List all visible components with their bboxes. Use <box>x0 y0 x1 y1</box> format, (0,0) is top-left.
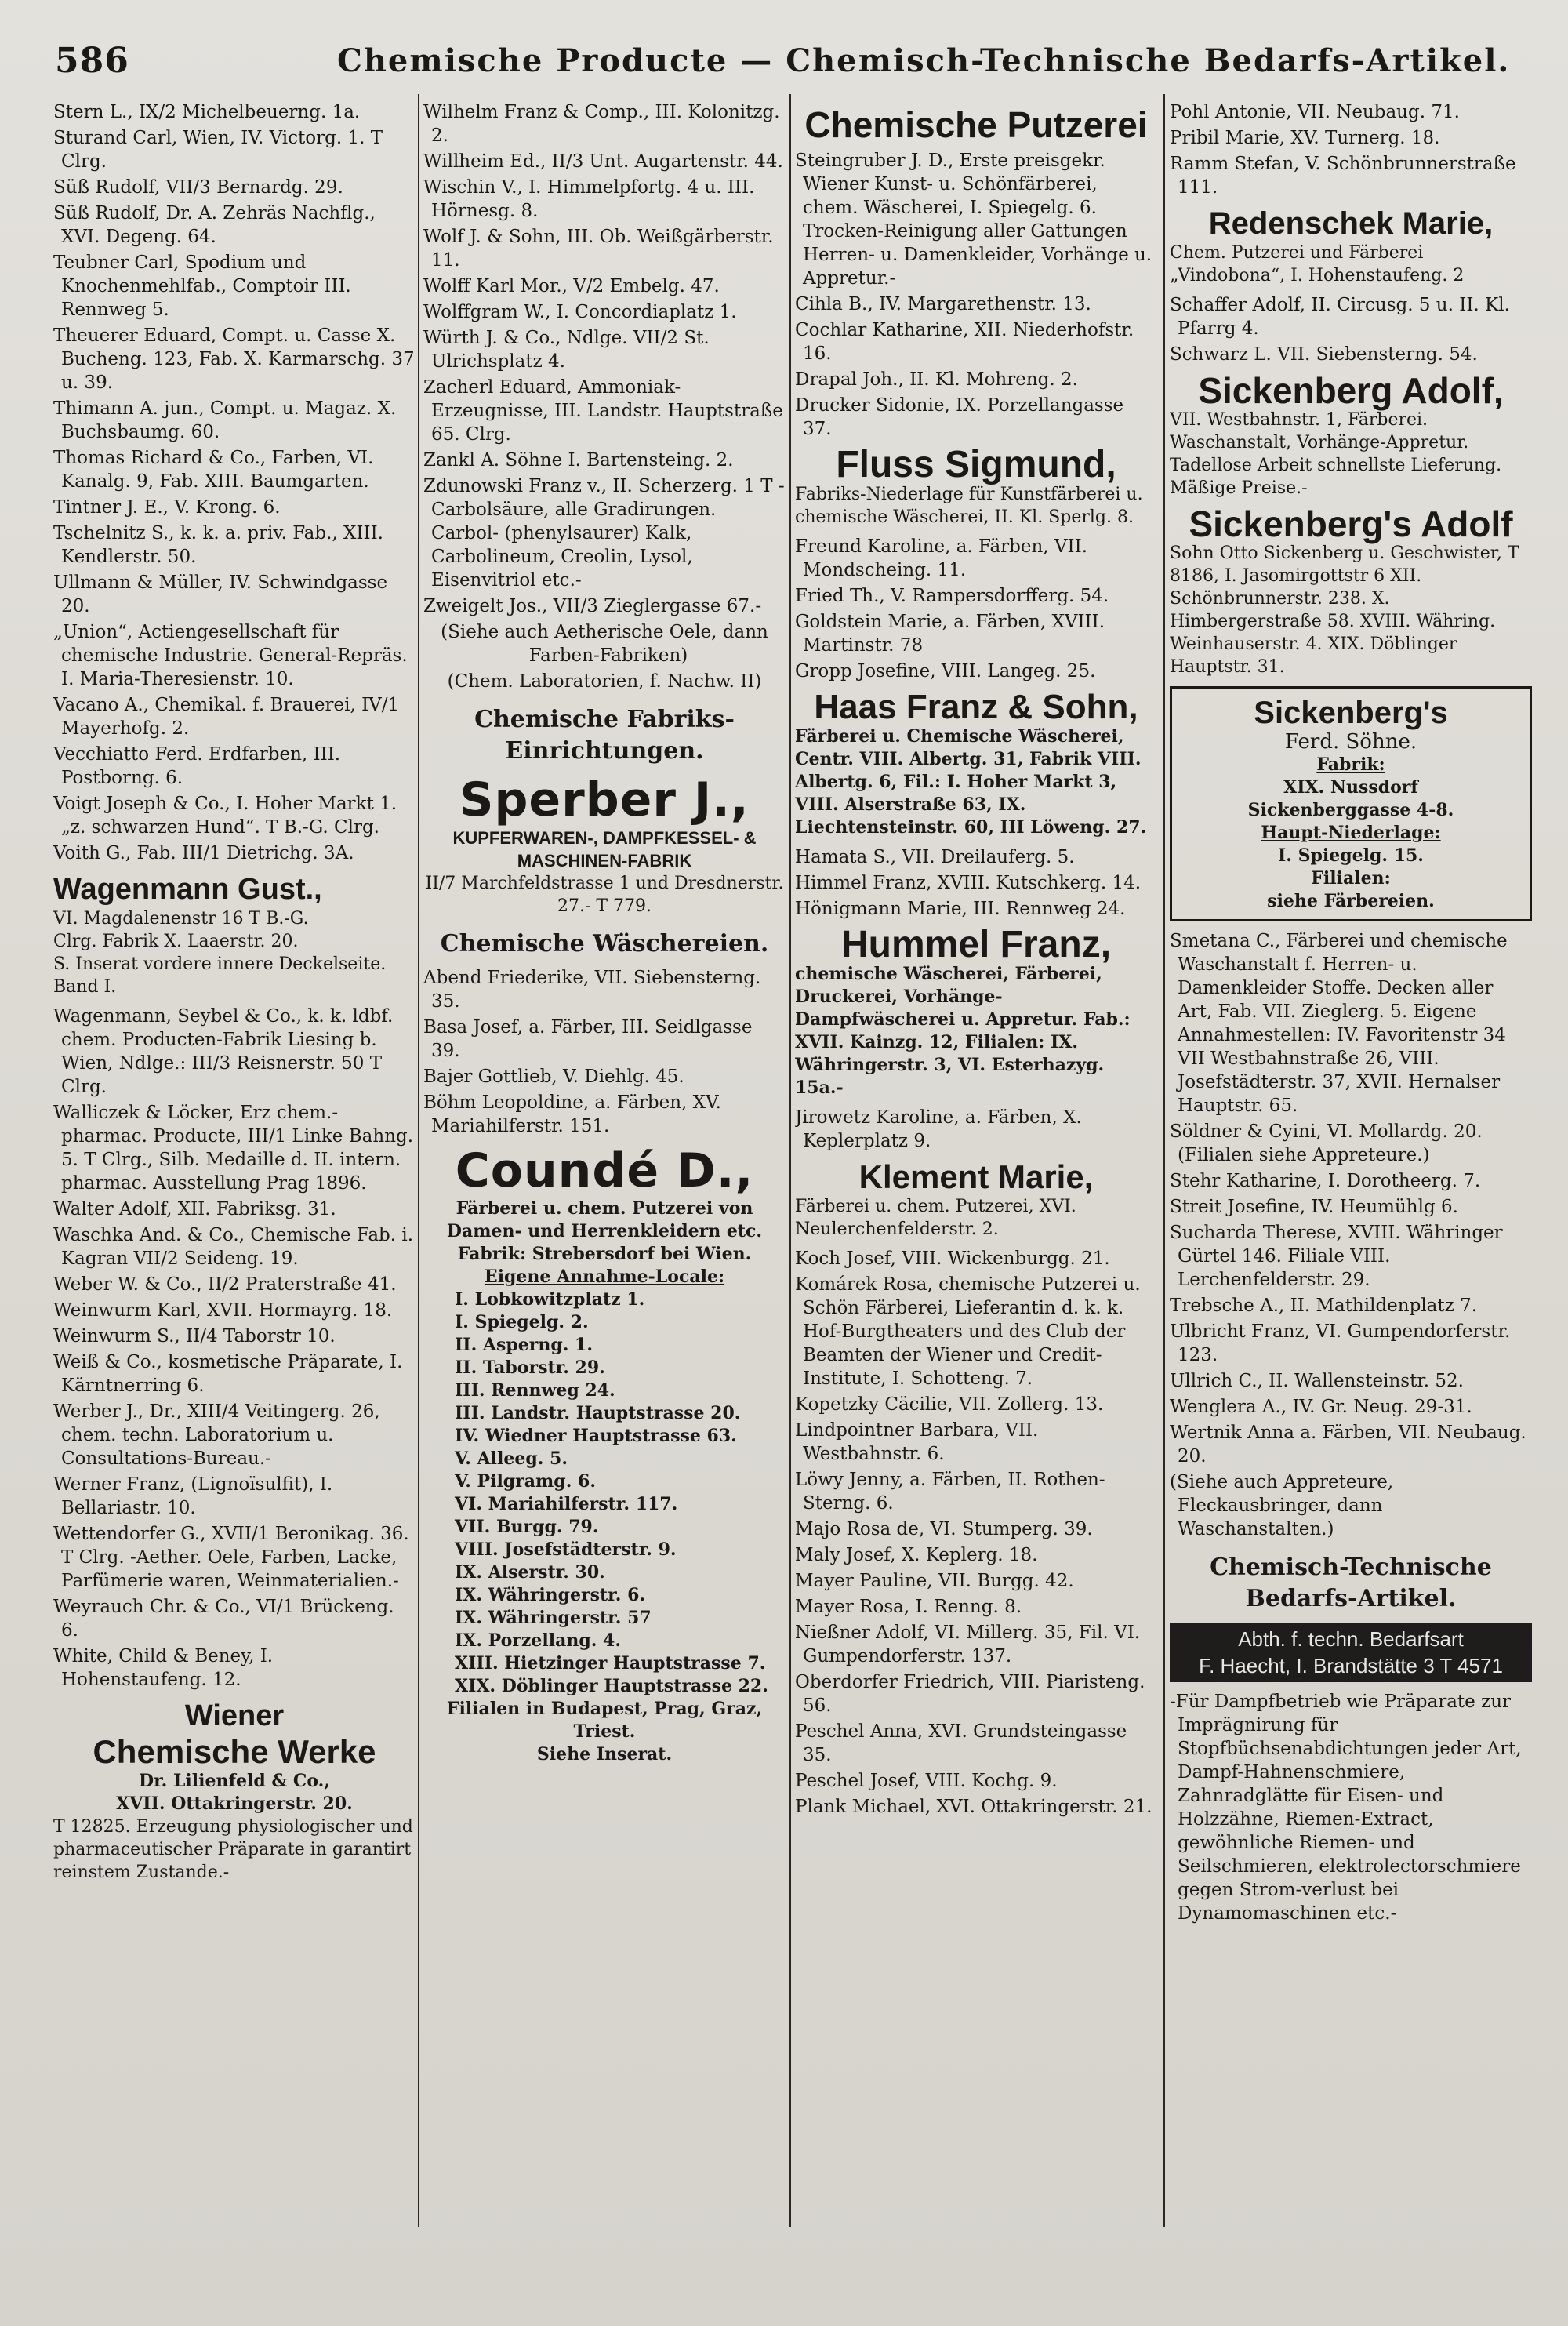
ad-name: Redenschek Marie, <box>1208 206 1494 241</box>
sickenberg-adolf-ad <box>1170 370 1532 500</box>
list-item: Wertnik Anna a. Färben, VII. Neubaug. 20. <box>1170 1423 1526 1466</box>
list-item: I. Spiegelg. 2. <box>455 1312 589 1332</box>
sperber-ad <box>423 773 786 918</box>
ad-text: VI. Magdalenenstr 16 T B.-G. <box>53 909 309 929</box>
haecht-banner <box>1170 1623 1532 1682</box>
ad-text: Fabrik: Strebersdorf bei Wien. <box>457 1244 752 1264</box>
list-item: Walliczek & Löcker, Erz chem.-pharmac. Producte, III/1 Linke Bahng. 5. T Clrg., Silb. Medaille d. II. intern. pharmac. Ausstellung Prag 1896. <box>53 1103 414 1194</box>
sickenberg-sohn-ad <box>1170 503 1532 678</box>
page-number: 586 <box>55 41 129 81</box>
ad-text: T 12825. Erzeugung physiologischer und pharmaceutischer Präparate in garantirt reinstem Zustande.- <box>53 1817 413 1882</box>
list-item: Drucker Sidonie, IX. Porzellangasse 37. <box>795 395 1124 439</box>
list-item: Wolff Karl Mor., V/2 Embelg. 47. <box>423 276 720 296</box>
ad-name: Sperber J., <box>459 772 750 827</box>
column-divider <box>789 94 791 2227</box>
ad-text: Siehe Inserat. <box>536 1744 673 1764</box>
list-item: Wilhelm Franz & Comp., III. Kolonitzg. 2. <box>423 102 780 146</box>
list-item: Stern L., IX/2 Michelbeuerng. 1a. <box>53 102 361 122</box>
list-item: Lindpointner Barbara, VII. Westbahnstr. 6. <box>795 1420 1039 1464</box>
column-3 <box>795 100 1157 2218</box>
list-item: IV. Wiedner Hauptstrasse 63. <box>455 1426 737 1446</box>
list-item: Voigt Joseph & Co., I. Hoher Markt 1. „z. schwarzen Hund“. T B.-G. Clrg. <box>53 794 397 838</box>
list-item: II. Asperng. 1. <box>455 1335 593 1355</box>
list-item: Weinwurm S., II/4 Taborstr 10. <box>53 1326 336 1347</box>
list-item: Wettendorfer G., XVII/1 Beronikag. 36. T Clrg. -Aether. Oele, Farben, Lacke, Parfümerie waren, Weinmaterialien.- <box>53 1524 409 1591</box>
ad-text: Haupt-Niederlage: <box>1261 823 1441 843</box>
list-item: Thimann A. jun., Compt. u. Magaz. X. Buchsbaumg. 60. <box>53 398 397 442</box>
haas-ad <box>795 689 1157 839</box>
list-item: Thomas Richard & Co., Farben, VI. Kanalg. 9, Fab. XIII. Baumgarten. <box>53 448 374 492</box>
list-item: Gropp Josefine, VIII. Langeg. 25. <box>795 661 1096 681</box>
column-1 <box>53 100 416 2218</box>
list-item: -Für Dampfbetrieb wie Präparate zur Imprägnirung für Stopfbüchsenabdichtungen jeder Art, Dampf-Hahnenschmiere, Zahnradglätte für Eisen- und Holzzähne, Riemen-Extract, gewöhnliche Riemen- und Seilschmieren, elektrolectorschmiere gegen Strom-verlust bei Dynamomaschinen etc.- <box>1170 1692 1522 1924</box>
list-item: Ulbricht Franz, VI. Gumpendorferstr. 123. <box>1170 1321 1511 1365</box>
ad-text: XVII. Ottakringerstr. 20. <box>116 1794 353 1814</box>
ad-text: Fabrik: <box>1316 754 1385 775</box>
ad-text: Clrg. Fabrik X. Laaerstr. 20. <box>53 932 299 951</box>
list-item: Steingruber J. D., Erste preisgekr. Wiener Kunst- u. Schönfärberei, chem. Wäscherei, I. Spiegelg. 6. Trocken-Reinigung aller Gattungen Herren- u. Damenkleider, Vorhänge u. Appretur.- <box>795 151 1152 289</box>
list-item: Basa Josef, a. Färber, III. Seidlgasse 39. <box>423 1017 753 1061</box>
section-heading: Chemische Fabriks-Einrichtungen. <box>474 706 735 765</box>
list-item: Plank Michael, XVI. Ottakringerstr. 21. <box>795 1797 1152 1817</box>
list-item: Smetana C., Färberei und chemische Waschanstalt f. Herren- u. Damenkleider Stoffe. Decken aller Art, Fab. VII. Zieglerg. 5. Eigene Annahmestellen: IV. Favoritenstr 34 VII Westbahnstraße 26, VIII. Josefstädterstr. 37, XVII. Hernalser Hauptstr. 65. <box>1170 931 1508 1116</box>
list-item: (Siehe auch Appreteure, Fleckausbringer, dann Waschanstalten.) <box>1170 1472 1394 1539</box>
list-item: Söldner & Cyini, VI. Mollardg. 20. (Filialen siehe Appreteure.) <box>1170 1121 1483 1165</box>
list-item: Drapal Joh., II. Kl. Mohreng. 2. <box>795 369 1078 390</box>
ad-name: Coundé D., <box>455 1143 754 1198</box>
ad-name: Klement Marie, <box>858 1158 1094 1195</box>
column-2 <box>423 100 786 2218</box>
ad-name: Wagenmann Gust., <box>53 873 322 906</box>
list-item: Weinwurm Karl, XVII. Hormayrg. 18. <box>53 1300 393 1321</box>
list-item: V. Pilgramg. 6. <box>455 1471 596 1492</box>
list-item: Vacano A., Chemikal. f. Brauerei, IV/1 Mayerhofg. 2. <box>53 695 400 739</box>
list-item: VI. Mariahilferstr. 117. <box>455 1494 678 1514</box>
list-item: Peschel Josef, VIII. Kochg. 9. <box>795 1771 1058 1791</box>
list-item: XIX. Döblinger Hauptstrasse 22. <box>455 1676 768 1696</box>
list-item: Nießner Adolf, VI. Millerg. 35, Fil. VI. Gumpendorferstr. 137. <box>795 1623 1141 1666</box>
list-item: Werber J., Dr., XIII/4 Veitingerg. 26, chem. techn. Laboratorium u. Consultations-Bureau.- <box>53 1401 380 1469</box>
list-item: (Siehe auch Aetherische Oele, dann Farben-Fabriken) <box>441 622 768 666</box>
ad-text: KUPFERWAREN-, DAMPFKESSEL- & MASCHINEN-FABRIK <box>452 828 757 870</box>
list-item: VIII. Josefstädterstr. 9. <box>455 1539 677 1560</box>
list-item: Cihla B., IV. Margarethenstr. 13. <box>795 294 1091 314</box>
list-item: IX. Porzellang. 4. <box>455 1630 622 1651</box>
list-item: Pohl Antonie, VII. Neubaug. 71. <box>1170 102 1460 122</box>
ad-text: S. Inserat vordere innere Deckelseite. Band I. <box>53 954 387 997</box>
ad-text: Färberei u. chem. Putzerei, XVI. Neulerchenfelderstr. 2. <box>795 1197 1076 1239</box>
list-item: Tschelnitz S., k. k. a. priv. Fab., XIII. Kendlerstr. 50. <box>53 523 383 567</box>
list-item: Süß Rudolf, Dr. A. Zehräs Nachflg., XVI. Degeng. 64. <box>53 203 376 247</box>
list-item: Weyrauch Chr. & Co., VI/1 Brückeng. 6. <box>53 1597 394 1641</box>
list-item: Trebsche A., II. Mathildenplatz 7. <box>1170 1296 1478 1316</box>
ad-name: Haas Franz & Sohn, <box>814 688 1138 726</box>
list-item: Werner Franz, (Lignoïsulfit), I. Bellariastr. 10. <box>53 1474 333 1518</box>
list-item: IX. Alserstr. 30. <box>455 1562 605 1583</box>
ad-text: Filialen: <box>1311 868 1391 889</box>
ad-text: chemische Wäscherei, Färberei, Druckerei, Vorhänge-Dampfwäscherei u. Appretur. Fab.: XVII. Kainzg. 12, Filialen: IX. Währingerstr. 3, VI. Esterhazyg. 15a.- <box>795 964 1131 1098</box>
running-title: Chemische Producte — Chemisch-Technische Bedarfs-Artikel. <box>337 42 1511 79</box>
putzerei-heading <box>795 104 1157 145</box>
ad-text: Sickenberggasse 4-8. <box>1247 800 1454 820</box>
section-heading: Chemische Putzerei <box>804 104 1148 145</box>
list-item: IX. Währingerstr. 6. <box>455 1585 646 1605</box>
list-item: Schwarz L. VII. Siebensterng. 54. <box>1170 344 1478 365</box>
list-item: Hönigmann Marie, III. Rennweg 24. <box>795 899 1126 919</box>
list-item: Würth J. & Co., Ndlge. VII/2 St. Ulrichsplatz 4. <box>423 328 710 372</box>
ad-text: VII. Westbahnstr. 1, Färberei. Waschanstalt, Vorhänge-Appretur. Tadellose Arbeit schnellste Lieferung. Mäßige Preise.- <box>1170 410 1502 498</box>
column-divider <box>418 94 419 2227</box>
counde-ad <box>423 1144 786 1766</box>
list-item: Oberdorfer Friedrich, VIII. Piaristeng. 56. <box>795 1672 1145 1716</box>
list-item: III. Rennweg 24. <box>455 1380 615 1401</box>
list-item: Goldstein Marie, a. Färben, XVIII. Martinstr. 78 <box>795 612 1105 656</box>
list-item: Böhm Leopoldine, a. Färben, XV. Mariahilferstr. 151. <box>423 1092 721 1136</box>
ad-name: Fluss Sigmund, <box>836 444 1116 485</box>
list-item: Cochlar Katharine, XII. Niederhofstr. 16. <box>795 320 1134 364</box>
list-item: II. Taborstr. 29. <box>455 1357 605 1378</box>
section-heading: Chemisch-Technische Bedarfs-Artikel. <box>1210 1554 1492 1612</box>
list-item: Schaffer Adolf, II. Circusg. 5 u. II. Kl. Pfarrg 4. <box>1170 295 1510 339</box>
list-item: Stehr Katharine, I. Dorotheerg. 7. <box>1170 1171 1481 1191</box>
ad-name: Sickenberg's <box>1254 696 1448 730</box>
list-item: Zacherl Eduard, Ammoniak-Erzeugnisse, III. Landstr. Hauptstraße 65. Clrg. <box>423 377 783 445</box>
list-item: Süß Rudolf, VII/3 Bernardg. 29. <box>53 177 343 198</box>
list-item: (Chem. Laboratorien, f. Nachw. II) <box>447 671 762 692</box>
section-heading: Chemische Wäschereien. <box>440 930 769 958</box>
list-item: Sturand Carl, Wien, IV. Victorg. 1. T Clrg. <box>53 128 383 172</box>
ad-text: Fabriks-Niederlage für Kunstfärberei u. chemische Wäscherei, II. Kl. Sperlg. 8. <box>795 485 1143 527</box>
list-item: Ramm Stefan, V. Schönbrunnerstraße 111. <box>1170 154 1516 198</box>
redenschek-ad <box>1170 205 1532 287</box>
list-item: Willheim Ed., II/3 Unt. Augartenstr. 44. <box>423 151 783 172</box>
list-item: I. Lobkowitzplatz 1. <box>455 1289 645 1310</box>
column-4 <box>1170 100 1532 2218</box>
list-item: Peschel Anna, XVI. Grundsteingasse 35. <box>795 1721 1127 1765</box>
list-item: Fried Th., V. Rampersdorfferg. 54. <box>795 586 1109 606</box>
ad-name: Hummel Franz, <box>840 924 1112 965</box>
list-item: Streit Josefine, IV. Heumühlg 6. <box>1170 1197 1458 1217</box>
list-item: Weber W. & Co., II/2 Praterstraße 41. <box>53 1274 397 1295</box>
list-item: White, Child & Beney, I. Hohenstaufeng. 12. <box>53 1646 274 1690</box>
ad-name: Sickenberg's Adolf <box>1189 503 1513 544</box>
list-item: Wischin V., I. Himmelpfortg. 4 u. III. Hörnesg. 8. <box>423 177 755 221</box>
list-item: Weiß & Co., kosmetische Präparate, I. Kärntnerring 6. <box>53 1352 403 1396</box>
list-item: Sucharda Therese, XVIII. Währinger Gürtel 146. Filiale VIII. Lerchenfelderstr. 29. <box>1170 1223 1503 1290</box>
ad-text: Chem. Putzerei und Färberei „Vindobona“, I. Hohenstaufeng. 2 <box>1170 243 1465 285</box>
list-item: Zweigelt Jos., VII/3 Zieglergasse 67.- <box>423 596 762 616</box>
list-item: Majo Rosa de, VI. Stumperg. 39. <box>795 1519 1093 1539</box>
list-item: Teubner Carl, Spodium und Knochenmehlfab., Comptoir III. Rennweg 5. <box>53 253 351 320</box>
list-item: Ullrich C., II. Wallensteinstr. 52. <box>1170 1371 1464 1391</box>
banner-text: F. Haecht, I. Brandstätte 3 T 4571 <box>1199 1654 1503 1677</box>
list-item: Theuerer Eduard, Compt. u. Casse X. Bucheng. 123, Fab. X. Karmarschg. 37 u. 39. <box>53 325 415 393</box>
list-item: V. Alleeg. 5. <box>455 1448 568 1469</box>
list-item: „Union“, Actiengesellschaft für chemische Industrie. General-Repräs. I. Maria-Theresienstr. 10. <box>53 622 408 689</box>
list-item: Wolffgram W., I. Concordiaplatz 1. <box>423 302 737 322</box>
list-item: Jirowetz Karoline, a. Färben, X. Keplerplatz 9. <box>795 1107 1082 1151</box>
list-item: Walter Adolf, XII. Fabriksg. 31. <box>53 1199 336 1219</box>
list-item: Bajer Gottlieb, V. Diehlg. 45. <box>423 1067 684 1087</box>
list-item: Ullmann & Müller, IV. Schwindgasse 20. <box>53 572 388 616</box>
list-item: Abend Friederike, VII. Siebensterng. 35. <box>423 968 761 1012</box>
wiener-chemische-werke-ad <box>53 1698 416 1884</box>
list-item: Voith G., Fab. III/1 Dietrichg. 3A. <box>53 843 354 863</box>
banner-text: Abth. f. techn. Bedarfsart <box>1238 1627 1464 1651</box>
ad-text: Färberei u. Chemische Wäscherei, Centr. VIII. Albertg. 31, Fabrik VIII. Albertg. 6, Fil.: I. Hoher Markt 3, VIII. Alserstraße 63, IX. Liechtensteinstr. 60, III Löweng. 27. <box>795 726 1147 838</box>
ad-name: Chemische Werke <box>93 1733 376 1770</box>
list-item: Löwy Jenny, a. Färben, II. Rothen-Sterng. 6. <box>795 1470 1105 1514</box>
column-divider <box>1163 94 1165 2227</box>
list-item: Kopetzky Cäcilie, VII. Zollerg. 13. <box>795 1394 1104 1415</box>
list-item: Wolf J. & Sohn, III. Ob. Weißgärberstr. 11. <box>423 227 774 271</box>
list-item: III. Landstr. Hauptstrasse 20. <box>455 1403 741 1423</box>
hummel-ad <box>795 924 1157 1099</box>
list-item: Maly Josef, X. Keplerg. 18. <box>795 1545 1038 1565</box>
list-item: Freund Karoline, a. Färben, VII. Mondscheing. 11. <box>795 536 1088 580</box>
list-item: Mayer Pauline, VII. Burgg. 42. <box>795 1571 1074 1591</box>
ad-text: XIX. Nussdorf <box>1283 777 1418 798</box>
list-item: Koch Josef, VIII. Wickenburgg. 21. <box>795 1248 1110 1269</box>
ad-text: Ferd. Söhne. <box>1284 730 1417 754</box>
list-item: Zankl A. Söhne I. Bartensteing. 2. <box>423 450 734 471</box>
list-item: VII. Burgg. 79. <box>455 1517 599 1537</box>
sickenberg-soehne-box <box>1170 686 1532 921</box>
list-item: Zdunowski Franz v., II. Scherzerg. 1 T -Carbolsäure, alle Gradirungen. Carbol- (phenylsaurer) Kalk, Carbolineum, Creolin, Lysol, Eisenvitriol etc.- <box>423 476 785 591</box>
ad-text: II/7 Marchfeldstrasse 1 und Dresdnerstr. 27.- T 779. <box>425 874 784 916</box>
list-item: Vecchiatto Ferd. Erdfarben, III. Postborng. 6. <box>53 744 341 788</box>
list-item: IX. Währingerstr. 57 <box>455 1608 652 1628</box>
ad-text: Filialen in Budapest, Prag, Graz, Triest. <box>446 1699 763 1742</box>
ad-text: Sohn Otto Sickenberg u. Geschwister, T 8186, I. Jasomirgottstr 6 XII. Schönbrunnerstr. 238. X. Himbergerstraße 58. XVIII. Währing. Weinhauserstr. 4. XIX. Döblinger Hauptstr. 31. <box>1170 543 1519 677</box>
list-item: Mayer Rosa, I. Renng. 8. <box>795 1597 1022 1617</box>
list-item: Waschka And. & Co., Chemische Fab. i. Kagran VII/2 Seideng. 19. <box>53 1225 414 1269</box>
list-item: Himmel Franz, XVIII. Kutschkerg. 14. <box>795 873 1142 893</box>
list-item: XIII. Hietzinger Hauptstrasse 7. <box>455 1653 766 1674</box>
ad-text: siehe Färbereien. <box>1267 891 1435 911</box>
ad-text: I. Spiegelg. 15. <box>1278 845 1424 866</box>
ad-text: Eigene Annahme-Locale: <box>484 1267 725 1287</box>
list-item: Tintner J. E., V. Krong. 6. <box>53 497 281 518</box>
list-item: Hamata S., VII. Dreilauferg. 5. <box>795 847 1075 867</box>
klement-ad <box>795 1159 1157 1241</box>
ad-name: Wiener <box>184 1699 285 1732</box>
ad-name: Sickenberg Adolf, <box>1198 370 1504 411</box>
list-item: Wagenmann, Seybel & Co., k. k. ldbf. chem. Producten-Fabrik Liesing b. Wien, Ndlge.: III/3 Reisnerstr. 50 T Clrg. <box>53 1006 394 1097</box>
fluss-ad <box>795 444 1157 529</box>
list-item: Komárek Rosa, chemische Putzerei u. Schön Färberei, Lieferantin d. k. k. Hof-Burgtheaters und des Club der Beamten der Wiener und Credit-Institute, I. Schotteng. 7. <box>795 1274 1141 1389</box>
list-item: Wenglera A., IV. Gr. Neug. 29-31. <box>1170 1397 1472 1417</box>
wagenmann-ad <box>53 871 416 998</box>
ad-text: Färberei u. chem. Putzerei von Damen- und Herrenkleidern etc. <box>446 1198 763 1241</box>
list-item: Pribil Marie, XV. Turnerg. 18. <box>1170 128 1440 148</box>
ad-text: Dr. Lilienfeld & Co., <box>139 1771 330 1791</box>
